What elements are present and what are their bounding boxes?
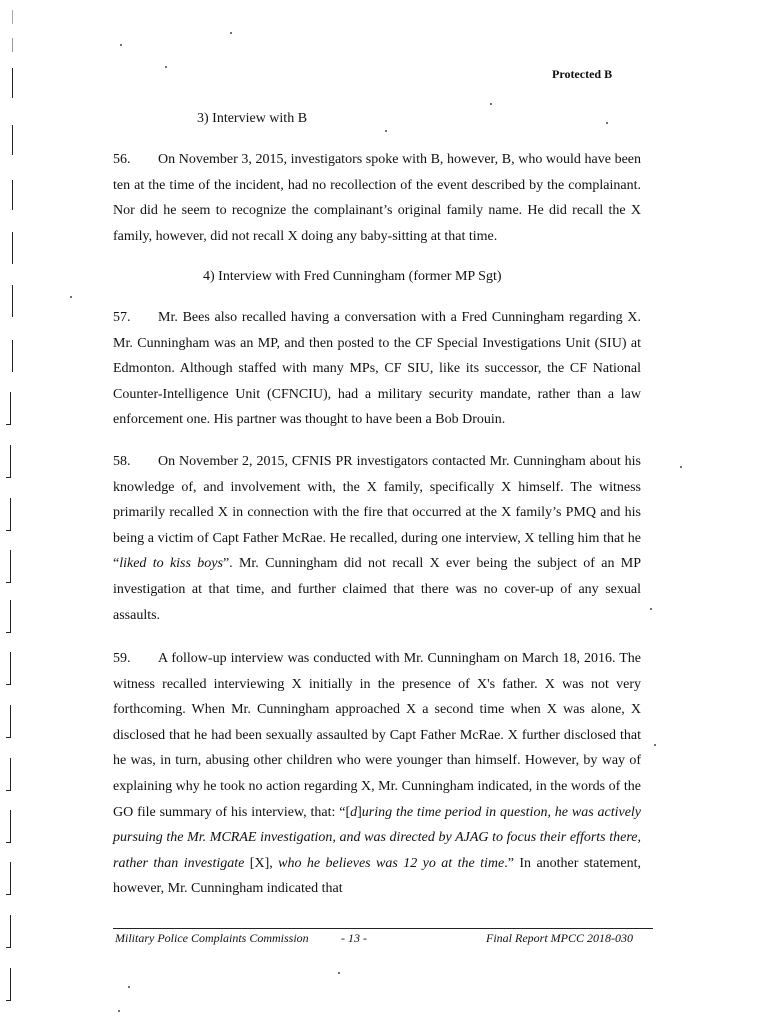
- scan-speck: [128, 986, 130, 988]
- binder-mark: [6, 652, 11, 685]
- quoted-text: d: [350, 804, 358, 820]
- paragraph-57: [113, 305, 641, 433]
- paragraph-59: [113, 646, 641, 902]
- scan-speck: [120, 44, 122, 46]
- scan-speck: [650, 608, 652, 610]
- binder-mark: [6, 10, 13, 24]
- paragraph-number: 56.: [113, 152, 131, 167]
- binder-mark: [6, 758, 11, 791]
- paragraph-number: 58.: [113, 454, 131, 469]
- binder-mark: [6, 38, 13, 52]
- binder-mark: [6, 340, 13, 372]
- binder-mark: [6, 600, 11, 633]
- scan-speck: [490, 103, 492, 105]
- paragraph-58: [113, 449, 641, 628]
- binder-mark: [6, 810, 11, 843]
- binder-mark: [6, 232, 13, 264]
- scan-speck: [70, 296, 72, 298]
- paragraph-text: .” In another statement, however, Mr. Cunningham indicated that: [113, 855, 641, 897]
- paragraph-text: On November 2, 2015, CFNIS PR investigators contacted Mr. Cunningham about his knowledge of, and involvement with, the X family, specifically X himself. The witness primarily recalled X in connection with the fire that occurred at the X family’s PMQ and his being a victim of Capt Father McRae. He recalled, during one interview, X telling him that he “: [113, 454, 641, 572]
- scan-speck: [118, 1010, 120, 1012]
- paragraph-text: A follow-up interview was conducted with Mr. Cunningham on March 18, 2016. The witness recalled interviewing X initially in the presence of X's father. X was not very forthcoming. When Mr. Cunningham approached X a second time when X was alone, X disclosed that he had been sexually assaulted by Capt Father McRae. X further disclosed that he was, in turn, abusing other children who were younger than himself. However, by way of explaining why he took no action regarding X, Mr. Cunningham indicated, in the words of the GO file summary of his interview, that: “[: [113, 651, 641, 820]
- binder-mark: [6, 862, 11, 895]
- section-heading-interview-b: 3) Interview with B: [197, 111, 308, 126]
- section-heading-interview-cunningham: 4) Interview with Fred Cunningham (former MP Sgt): [203, 269, 502, 284]
- binder-mark: [6, 705, 11, 738]
- scan-speck: [230, 32, 232, 34]
- paragraph-text: ]: [357, 804, 362, 820]
- paragraph-text: [X],: [249, 855, 279, 871]
- paragraph-text: ”. Mr. Cunningham did not recall X ever being the subject of an MP investigation at that time, and further claimed that there was no cover-up of any sexual assaults.: [113, 556, 641, 623]
- footer-divider: [113, 928, 653, 929]
- binder-mark: [6, 498, 11, 531]
- binder-mark: [6, 915, 11, 948]
- footer-report-id: Final Report MPCC 2018-030: [486, 931, 633, 945]
- paragraph-text: Mr. Bees also recalled having a conversation with a Fred Cunningham regarding X. Mr. Cunningham was an MP, and then posted to the CF Special Investigations Unit (SIU) at Edmonton. Although staffed with many MPs, CF SIU, like its successor, the CF National Counter-Intelligence Unit (CFNCIU), had a military security mandate, rather than a law enforcement one. His partner was thought to have been a Bob Drouin.: [113, 310, 641, 428]
- scan-speck: [654, 744, 656, 746]
- paragraph-number: 57.: [113, 310, 131, 325]
- classification-label: Protected B: [552, 67, 613, 81]
- scan-speck: [338, 972, 340, 974]
- scan-speck: [680, 466, 682, 468]
- binder-mark: [6, 180, 13, 210]
- paragraph-number: 59.: [113, 651, 131, 666]
- paragraph-56: [113, 147, 641, 249]
- scan-speck: [606, 122, 608, 124]
- footer-organization: Military Police Complaints Commission: [115, 931, 309, 945]
- quoted-text: who he believes was 12 yo at the time: [278, 855, 505, 871]
- binder-mark: [6, 968, 11, 1001]
- quoted-text: liked to kiss boys: [119, 556, 223, 572]
- binder-mark: [6, 392, 11, 425]
- quoted-text: uring the time period in question, he was actively pursuing the Mr. MCRAE investigation, and was directed by AJAG to focus their efforts there, rather than investigate: [113, 804, 642, 871]
- scan-speck: [385, 130, 387, 132]
- paragraph-text: On November 3, 2015, investigators spoke with B, however, B, who would have been ten at the time of the incident, had no recollection of the event described by the complainant. Nor did he seem to recognize the complainant’s original family name. He did recall the X family, however, did not recall X doing any baby-sitting at that time.: [113, 152, 641, 244]
- scan-speck: [165, 66, 167, 68]
- binder-mark: [6, 125, 13, 155]
- footer-page-number: - 13 -: [341, 931, 367, 945]
- binder-mark: [6, 68, 13, 98]
- binder-mark: [6, 285, 13, 317]
- binder-mark: [6, 550, 11, 583]
- binder-mark: [6, 445, 11, 478]
